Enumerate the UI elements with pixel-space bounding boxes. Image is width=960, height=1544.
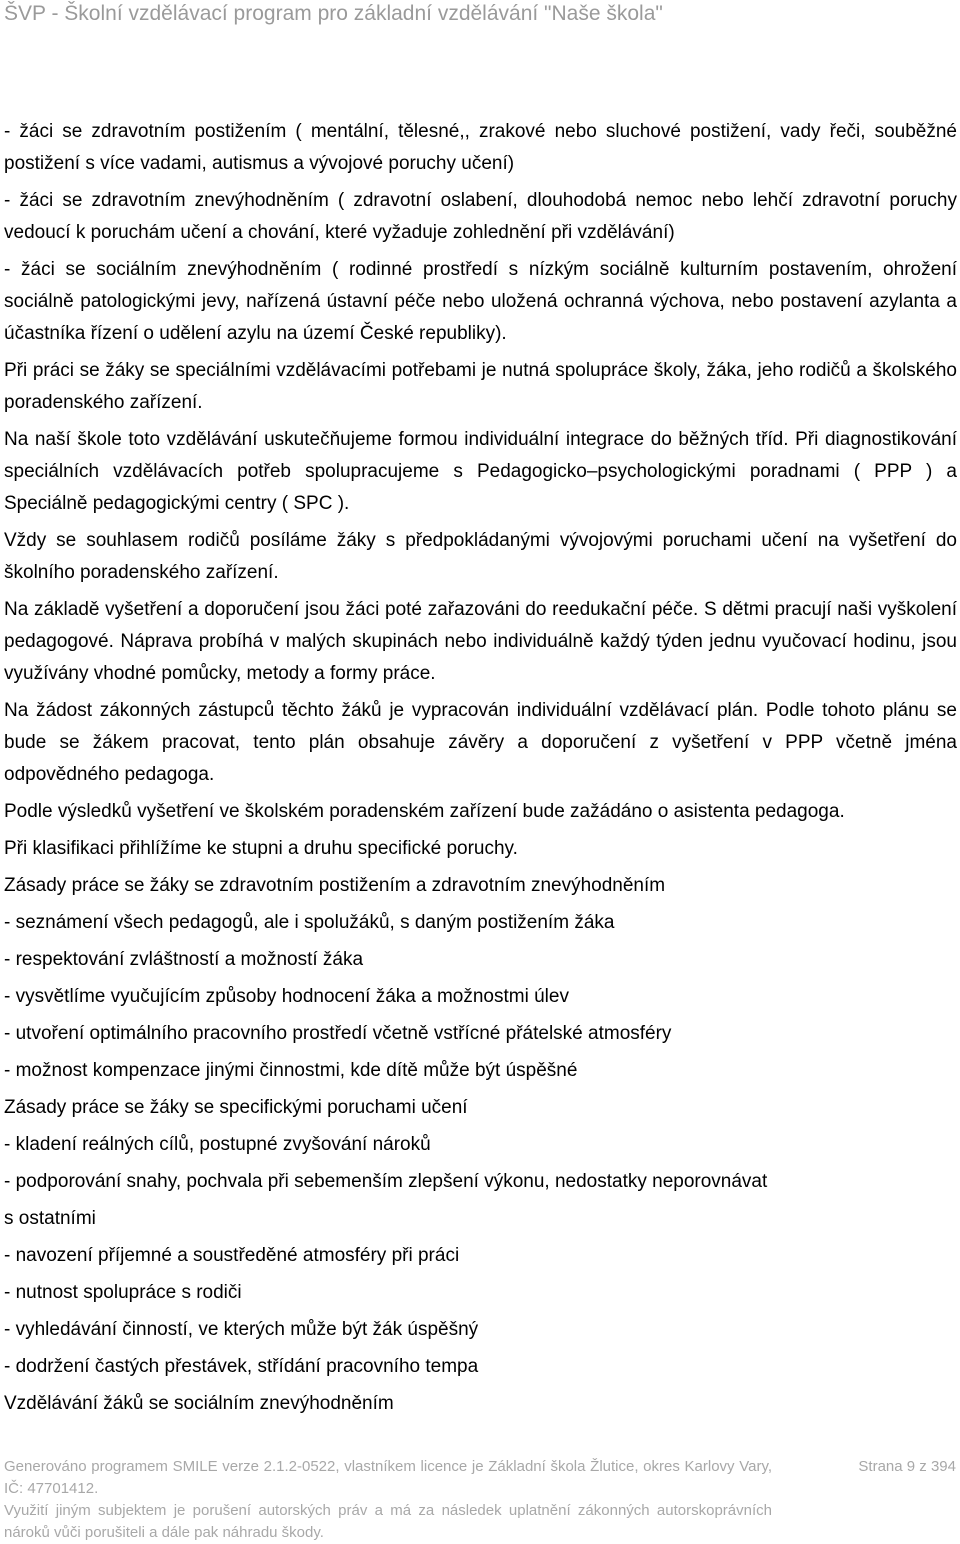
document-footer bbox=[4, 1456, 956, 1544]
document-header-title: ŠVP - Školní vzdělávací program pro základní vzdělávání "Naše škola" bbox=[4, 2, 663, 25]
paragraph: Při klasifikaci přihlížíme ke stupni a druhu specifické poruchy. bbox=[4, 838, 518, 859]
paragraph: - žáci se zdravotním postižením ( mentální, tělesné,, zrakové nebo sluchové postižení, vady řeči, souběžné postižení s více vadami, autismus a vývojové poruchy učení) bbox=[4, 121, 957, 174]
section-heading: Zásady práce se žáky se zdravotním postižením a zdravotním znevýhodněním bbox=[4, 875, 666, 896]
paragraph: Na naší škole toto vzdělávání uskutečňujeme formou individuální integrace do běžných tříd. Při diagnostikování speciálních vzdělávacích potřeb spolupracujeme s Pedagogicko–psychologickými poradnami ( PPP ) a Speciálně pedagogickými centry ( SPC ). bbox=[4, 429, 957, 514]
list-item: - seznámení všech pedagogů, ale i spolužáků, s daným postižením žáka bbox=[4, 912, 615, 933]
footer-copyright-note: Využití jiným subjektem je porušení autorských práv a má za následek uplatnění zákonných autorskoprávních nároků vůči porušiteli a dále pak náhradu škody. bbox=[4, 1502, 772, 1541]
paragraph: Na žádost zákonných zástupců těchto žáků je vypracován individuální vzdělávací plán. Podle tohoto plánu se bude se žákem pracovat, tento plán obsahuje závěry a doporučení z vyšetření v PPP včetně jména odpovědného pedagoga. bbox=[4, 700, 957, 785]
paragraph: Při práci se žáky se speciálními vzdělávacími potřebami je nutná spolupráce školy, žáka, jeho rodičů a školského poradenského zařízení. bbox=[4, 360, 957, 413]
paragraph: - žáci se sociálním znevýhodněním ( rodinné prostředí s nízkým sociálně kulturním postavením, ohrožení sociálně patologickými jevy, nařízená ústavní péče nebo uložená ochranná výchova, nebo postavení azylanta a účastníka řízení o udělení azylu na území České republiky). bbox=[4, 259, 957, 344]
list-item: - navození příjemné a soustředěné atmosféry při práci bbox=[4, 1245, 460, 1266]
list-item: - možnost kompenzace jinými činnostmi, kde dítě může být úspěšné bbox=[4, 1060, 578, 1081]
paragraph: Na základě vyšetření a doporučení jsou žáci poté zařazováni do reedukační péče. S dětmi pracují naši vyškolení pedagogové. Náprava probíhá v malých skupinách nebo individuálně každý týden jednu vyučovací hodinu, jsou využívány vhodné pomůcky, metody a formy práce. bbox=[4, 599, 957, 684]
list-item: - respektování zvláštností a možností žáka bbox=[4, 949, 364, 970]
paragraph: - žáci se zdravotním znevýhodněním ( zdravotní oslabení, dlouhodobá nemoc nebo lehčí zdravotní poruchy vedoucí k poruchám učení a chování, které vyžaduje zohlednění při vzdělávání) bbox=[4, 190, 957, 243]
list-item: - dodržení častých přestávek, střídání pracovního tempa bbox=[4, 1356, 479, 1377]
paragraph: Vždy se souhlasem rodičů posíláme žáky s předpokládanými vývojovými poruchami učení na vyšetření do školního poradenského zařízení. bbox=[4, 530, 957, 583]
page-number: Strana 9 z 394 bbox=[858, 1458, 956, 1475]
list-item: - vyhledávání činností, ve kterých může být žák úspěšný bbox=[4, 1319, 479, 1340]
list-item: - podporování snahy, pochvala při sebemenším zlepšení výkonu, nedostatky neporovnávat bbox=[4, 1171, 768, 1192]
paragraph: Podle výsledků vyšetření ve školském poradenském zařízení bude zažádáno o asistenta pedagoga. bbox=[4, 801, 845, 822]
document-body bbox=[4, 116, 957, 1425]
section-heading: Vzdělávání žáků se sociálním znevýhodněním bbox=[4, 1393, 394, 1414]
list-item-continuation: s ostatními bbox=[4, 1208, 96, 1229]
section-heading: Zásady práce se žáky se specifickými poruchami učení bbox=[4, 1097, 468, 1118]
list-item: - nutnost spolupráce s rodiči bbox=[4, 1282, 242, 1303]
footer-generated-note: Generováno programem SMILE verze 2.1.2-0522, vlastníkem licence je Základní škola Žlutice, okres Karlovy Vary, IČ: 47701412. bbox=[4, 1458, 772, 1497]
list-item: - utvoření optimálního pracovního prostředí včetně vstřícné přátelské atmosféry bbox=[4, 1023, 672, 1044]
list-item: - vysvětlíme vyučujícím způsoby hodnocení žáka a možnostmi úlev bbox=[4, 986, 569, 1007]
list-item: - kladení reálných cílů, postupné zvyšování nároků bbox=[4, 1134, 431, 1155]
